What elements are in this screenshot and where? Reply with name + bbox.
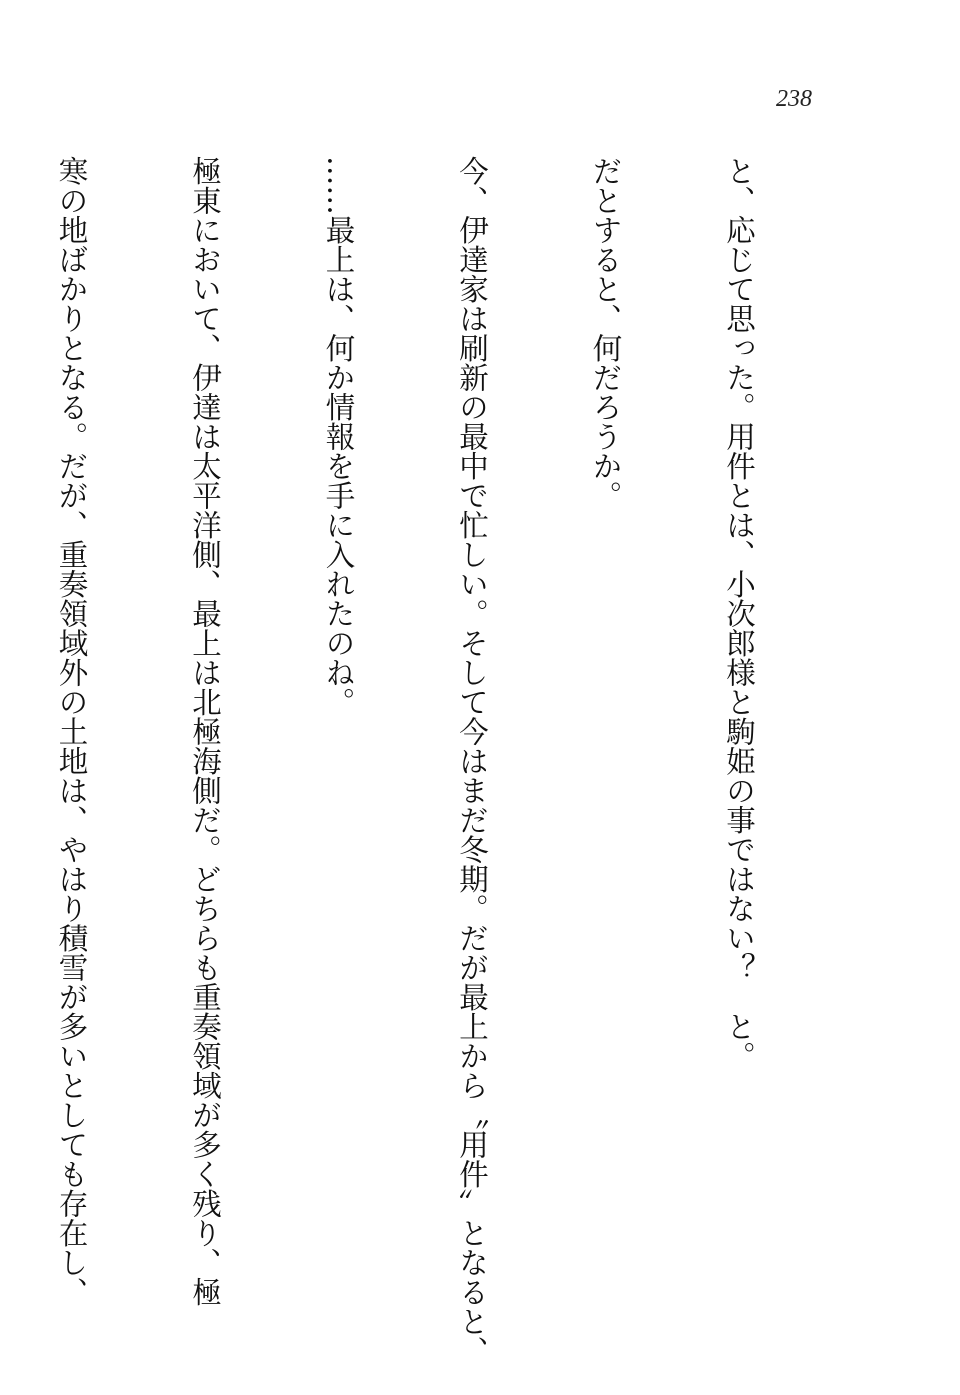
text-line: 寒の地ばかりとなる。だが、重奏領域外の土地は、やはり積雪が多いとしても存在し、 bbox=[54, 156, 89, 1307]
text-line: と、応じて思った。用件とは、小次郎様と駒姫の事ではない？ と。 bbox=[722, 156, 756, 1071]
vertical-body-text bbox=[0, 156, 850, 1366]
text-line: ……最上は、何か情報を手に入れたのね。 bbox=[321, 156, 356, 717]
text-line: 今、伊達家は刷新の最中で忙しい。そして今はまだ冬期。だが最上から〝用件〟となると、 bbox=[455, 156, 489, 1366]
text-line: 極東において、伊達は太平洋側、最上は北極海側だ。どちらも重奏領域が多く残り、極 bbox=[188, 156, 222, 1307]
page-number: 238 bbox=[776, 86, 812, 112]
text-line: だとすると、何だろうか。 bbox=[588, 156, 623, 510]
